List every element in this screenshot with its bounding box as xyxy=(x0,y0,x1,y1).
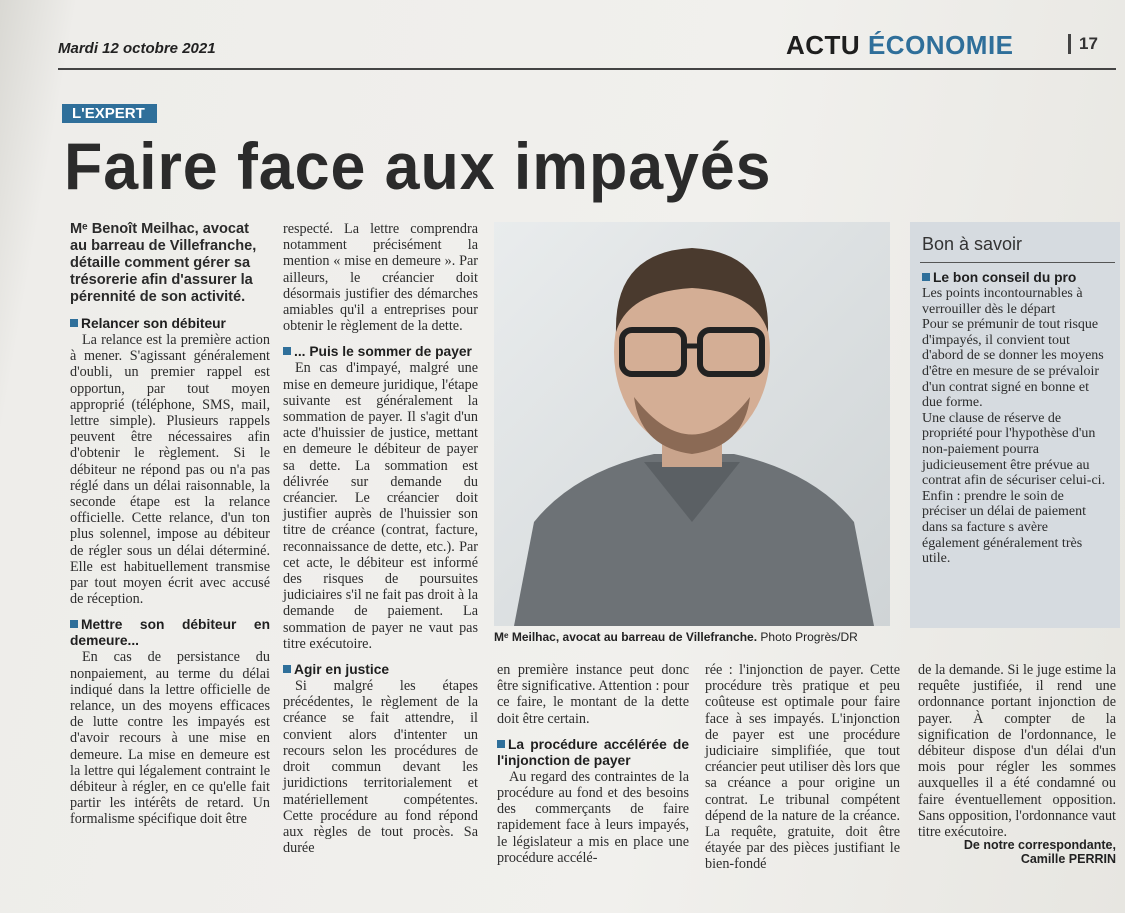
square-bullet-icon xyxy=(70,319,78,327)
column-5 xyxy=(918,662,1116,840)
square-bullet-icon xyxy=(283,347,291,355)
column-2 xyxy=(283,221,478,856)
subhead-mettre-en-demeure xyxy=(70,617,270,649)
tip-paragraph: Enfin : prendre le soin de préciser un délai de paiement dans sa facture s avère également généralement très utile. xyxy=(922,488,1087,567)
tip-box-title: Bon à savoir xyxy=(922,234,1023,254)
paragraph: respecté. La lettre comprendra notamment précisément la mention « mise en demeure ». Par ailleurs, le créancier doit désormais justifier des démarches amiables qu'il a entreprises pour obtenir le règlement de la dette. xyxy=(283,221,478,335)
subhead-relancer xyxy=(70,316,270,332)
page-number: 17 xyxy=(1068,34,1098,54)
tip-paragraph: Une clause de réserve de propriété pour l'hypothèse d'un non-paiement pourra judicieusement être prévue au contrat afin de sécuriser celui-ci. xyxy=(922,410,1106,489)
page-header xyxy=(58,28,1118,70)
rubric-economie: ÉCONOMIE xyxy=(867,30,1014,60)
subhead-agir xyxy=(283,662,478,678)
tip-paragraph: Les points incontournables à verrouiller dès le départ xyxy=(922,286,1083,317)
square-bullet-icon xyxy=(70,620,78,628)
rubric-actu: ACTU xyxy=(786,30,861,60)
signature-line-1: De notre correspondante, xyxy=(963,838,1116,852)
paragraph: de la demande. Si le juge estime la requête justifiée, il rend une ordonnance portant injonction de payer. À compter de la signification de l'ordonnance, le débiteur dispose d'un délai d'un mois pour régler les sommes auxquelles il a été condamné ou faire éventuellement opposition. Sans opposition, l'ordonnance vaut titre exécutoire. xyxy=(918,662,1117,841)
square-bullet-icon xyxy=(497,740,505,748)
portrait-illustration xyxy=(494,222,890,626)
subhead-text: Le bon conseil du pro xyxy=(933,270,1077,285)
paragraph: Si malgré les étapes précédentes, le règlement de la créance se fait attendre, il convient alors d'intenter un recours selon les procédures de droit commun devant les juridictions territorialement et matériellement compétentes. Cette procédure au fond répond aux règles de tout procès. Sa durée xyxy=(283,678,478,857)
signature-line-2: Camille PERRIN xyxy=(1020,852,1116,866)
photo-credit: Photo Progrès/DR xyxy=(760,630,858,644)
header-rule xyxy=(58,68,1116,70)
photo-caption xyxy=(494,630,858,644)
article-lead: Mᵉ Benoît Meilhac, avocat au barreau de Villefranche, détaille comment gérer sa trésorerie afin d'assurer la pérennité de son activité. xyxy=(70,221,257,305)
paragraph: En cas d'impayé, malgré une mise en demeure juridique, l'étape suivante est généralement la sommation de payer. Il s'agit d'un acte d'huissier de justice, mettant en demeure le débiteur de payer sa dette. La sommation est délivrée sur demande du créancier. Le créancier doit justifier auprès de l'huissier son titre de créance (contrat, facture, reconnaissance de dette, etc.). Par cet acte, le débiteur est informé des risques de poursuites judiciaires s'il ne fait pas droit à la demande de paiement. La sommation de payer ne vaut pas titre exécutoire. xyxy=(283,360,478,652)
paragraph: La relance est la première action à mener. S'agissant généralement d'oubli, un premier rappel est opportun, par tout moyen approprié (téléphone, SMS, mail, lettre simple). Plusieurs rappels peuvent être nécessaires afin d'obtenir le règlement. Si le débiteur ne répond pas ou n'a pas réglé dans un délai raisonnable, la seconde étape est la relance officielle. Cette relance, d'un ton plus solennel, impose au débiteur de régler sous un délai déterminé. Elle est habituellement transmise par tout moyen écrit avec accusé de réception. xyxy=(70,332,270,608)
square-bullet-icon xyxy=(922,273,930,281)
paragraph: En cas de persistance du nonpaiement, au terme du délai indiqué dans la lettre officielle de relance, un des moyens efficaces de lutte contre les impayés est d'avoir recours à une mise en demeure. La mise en demeure est la lettre qui légalement contraint le débiteur à régler, en ce qu'elle fait partir les intérêts de retard. Un formalisme spécifique doit être xyxy=(70,649,270,828)
tip-box xyxy=(910,222,1120,628)
paragraph: en première instance peut donc être significative. Attention : pour ce faire, le montant de la dette doit être certain. xyxy=(497,662,689,727)
headline: Faire face aux impayés xyxy=(64,129,772,203)
column-3 xyxy=(497,662,689,866)
subhead-text: Agir en justice xyxy=(294,662,390,678)
column-1 xyxy=(70,221,270,828)
tip-subhead xyxy=(922,270,1108,286)
paragraph: Au regard des contraintes de la procédure au fond et des besoins des commerçants de faire rapidement face à leurs impayés, le législateur a mis en place une procédure accélé- xyxy=(497,768,689,866)
subhead-injonction xyxy=(497,737,689,769)
tip-box-body xyxy=(922,270,1108,567)
section-tag: L'EXPERT xyxy=(62,104,157,123)
square-bullet-icon xyxy=(283,665,291,673)
tip-box-rule xyxy=(920,262,1115,263)
tip-paragraph: Pour se prémunir de tout risque d'impayés, il convient tout d'abord de se donner les moyens d'être en mesure de se prévaloir d'un contrat signé en bonne et due forme. xyxy=(922,317,1104,411)
subhead-text: ... Puis le sommer de payer xyxy=(294,344,472,360)
caption-text: Mᵉ Meilhac, avocat au barreau de Villefranche. xyxy=(494,630,758,644)
column-4 xyxy=(705,662,900,873)
subhead-sommer xyxy=(283,344,478,360)
portrait-photo xyxy=(494,222,890,626)
section-rubric xyxy=(786,30,1014,61)
author-signature xyxy=(918,838,1116,866)
subhead-text: Relancer son débiteur xyxy=(81,316,226,331)
issue-date: Mardi 12 octobre 2021 xyxy=(58,40,216,57)
subhead-text: La procédure accélérée de l'injonction de payer xyxy=(497,736,689,768)
paragraph: rée : l'injonction de payer. Cette procédure très pratique et peu coûteuse est optimale pour faire face à ses impayés. L'injonction de payer est une procédure judiciaire simplifiée, que tout créancier peut utiliser dès lors que sa créance a pour origine un contrat. Le tribunal compétent dépend de la nature de la créance. La requête, gratuite, doit être étayée par des pièces justifiant le bien-fondé xyxy=(705,662,900,873)
subhead-text: Mettre son débiteur en demeure... xyxy=(70,617,270,649)
